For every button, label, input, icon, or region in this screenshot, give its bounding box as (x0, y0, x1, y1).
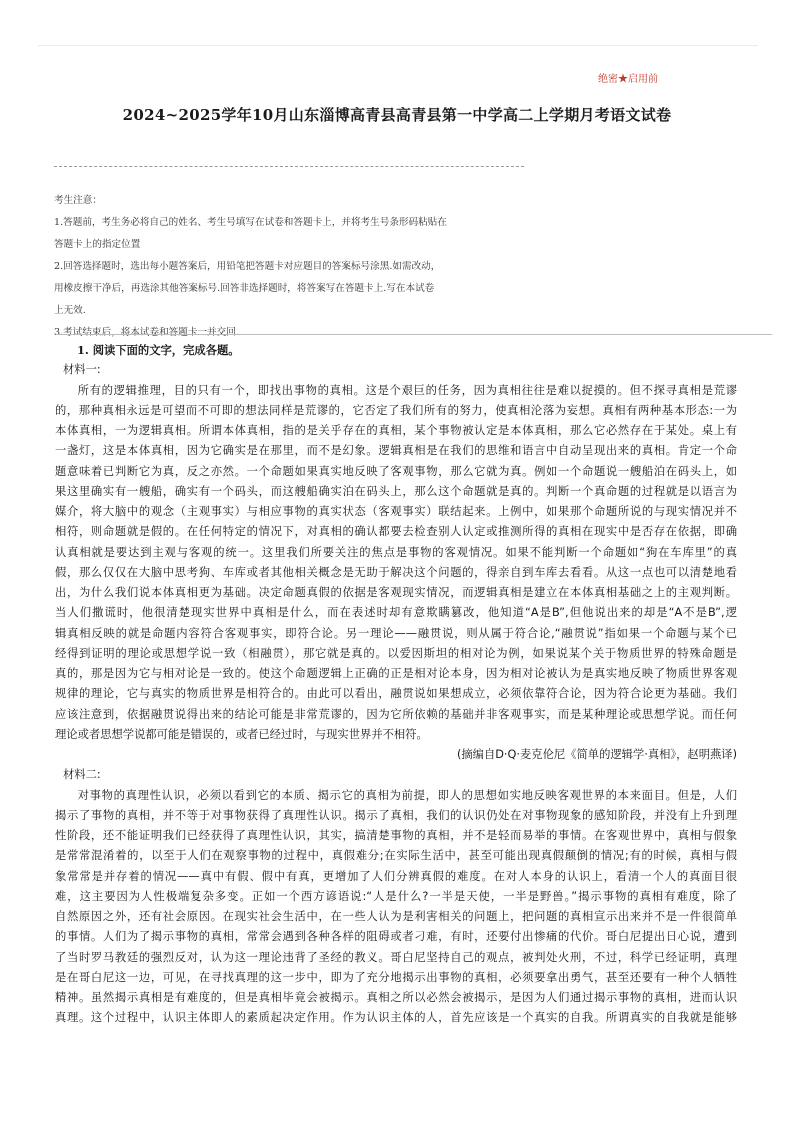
text-line: 规律的理论，它与真实的物质世界是相符合的。由此可以看出，融贯说如果想成立，必须依靠符合论，因为符合论更为基础。我们 (55, 687, 737, 701)
text-line: 精神。虽然揭示真相是有难度的，但是真相毕竟会被揭示。真相之所以必然会被揭示，是因为人们通过揭示事物的真相，进而认识 (55, 991, 737, 1004)
text-line: 经得到证明的理论或思想学说一致（相融贯），那它就是真的。以爱因斯坦的相对论为例，如果说某个关于物质世界的特殊命题是 (55, 646, 737, 660)
text-line: 揭示了事物的真相，并不等于对事物获得了真理性认识。揭示了真相，我们的认识仍处在对事物现象的感知阶段，并没有上升到理 (55, 808, 737, 822)
text-line: 出，为什么我们说本体真相更为基础。决定命题真假的依据是客观现实情况，而逻辑真相是建立在本体真相基础之上的主观判断。 (55, 586, 737, 599)
text-line: 认真相就是要达到主观与客观的统一。这里我们所要关注的焦点是事物的客观情况。如果不能判断一个命题如“狗在车库里”的真 (55, 545, 737, 559)
text-line: 所有的逻辑推理，目的只有一个，即找出事物的真相。这是个艰巨的任务，因为真相往往是难以捉摸的。但不探寻真相是荒谬 (77, 383, 737, 397)
question-heading: 1. 阅读下面的文字，完成各题。 (77, 343, 240, 357)
text-line: 是在哥白尼这一边，可见，在寻找真理的这一步中，即为了充分地揭示出事物的真相，必须要拿出勇气，甚至还要有一种个人牺牲 (55, 970, 737, 984)
text-line: 性阶段，还不能证明我们已经获得了真理性认识，其实，搞清楚事物的真相，并不是轻而易举的事情。在客观世界中，真相与假象 (55, 829, 737, 842)
text-line: 本体真相，一为逻辑真相。所谓本体真相，指的是关乎存在的真相，某个事物被认定是本体真相，那么它必然存在于某处。桌上有 (55, 424, 737, 437)
section-divider (56, 334, 772, 335)
text-line: 假，那么仅仅在大脑中思考狗、车库或者其他相关概念是无助于解决这个问题的，得亲自到车库去看看。从这一点也可以清楚地看 (55, 565, 737, 579)
notice-line: 2.回答选择题时，选出每小题答案后，用铅笔把答题卡对应题目的答案标号涂黑.如需改动， (54, 261, 441, 272)
dashed-divider (54, 166, 524, 167)
reading-question (55, 340, 737, 1029)
text-line: 的事情。人们为了揭示事物的真相，常常会遇到各种各样的阻碍或者刁难，有时，还要付出惨痛的代价。哥白尼提出日心说，遭到 (55, 930, 737, 944)
notice-line: 3.考试结束后，将本试卷和答题卡一并交回. (54, 327, 239, 338)
text-line: 一盏灯，这是本体真相，因为它确实是在那里，而不是幻象。逻辑真相是在我们的思维和语言中自动呈现出来的真相。肯定一个命 (55, 444, 737, 458)
text-line: 真的，那是因为它与相对论是一致的。使这个命题逻辑上正确的正是相对论本身，因为相对论被认为是真实地反映了物质世界客观 (55, 667, 737, 680)
material1-source: (摘编自D·Q·麦克伦尼《简单的逻辑学·真相》，赵明燕译) (456, 748, 737, 761)
notice-line: 用橡皮擦干净后，再选涂其他答案标号.回答非选择题时，将答案写在答题卡上.写在本试卷 (54, 283, 435, 294)
material1-label: 材料一: (63, 363, 101, 377)
notice-line: 答题卡上的指定位置 (54, 239, 141, 250)
exam-notice (54, 190, 494, 344)
text-line: 的，那种真相永远是可望而不可即的想法同样是荒谬的，它否定了我们所有的努力，使真相沦落为妄想。真相有两种基本形态:一为 (55, 403, 737, 417)
secret-mark: 绝密★启用前 (598, 74, 658, 85)
text-line: 了当时罗马教廷的强烈反对，认为这一理论违背了圣经的教义。哥白尼坚持自己的观点，被判处火刑，不过，科学已经证明，真理 (55, 950, 737, 964)
text-line: 理论或者思想学说都可能是错误的，或者已经过时，与现实世界并不相符。 (55, 727, 428, 741)
text-line: 自然原因之外，还有社会原因。在现实社会生活中，在一些人认为是利害相关的问题上，把问题的真相宣示出来并不是一件很简单 (55, 910, 737, 923)
material1-text (55, 381, 737, 746)
text-line: 题意味着已判断它为真，反之亦然。一个命题如果真实地反映了客观事物，那么它就为真。例如一个命题说一艘船泊在码头上，如 (55, 464, 737, 478)
text-line: 相符，则命题就是假的。在任何特定的情况下，对真相的确认都要去检查别人认定或推测所得的真相在现实中是否存在依据，即确 (55, 525, 737, 539)
text-line: 媒介，将大脑中的观念（主观事实）与相应事物的真实状态（客观事实）联结起来。上例中，如果那个命题所说的与现实情况并不 (55, 505, 737, 518)
top-divider (38, 45, 758, 46)
text-line: 是常常混淆着的，以至于人们在观察事物的过程中，真假难分;在实际生活中，甚至可能出现真假颠倒的情况;有的时候，真相与假 (55, 849, 737, 863)
text-line: 对事物的真理性认识，必须以看到它的本质、揭示它的真相为前提，即人的思想如实地反映客观世界的本来面目。但是，人们 (77, 788, 737, 802)
text-line: 象常常是并存着的情况——真中有假、假中有真，更增加了人们分辨真假的难度。在对人本身的认识上，看清一个人的真面目很 (55, 869, 737, 883)
text-line: 应该注意到，依据融贯说得出来的结论可能是非常荒谬的，因为它所依赖的基础并非客观事实，而是某种理论或思想学说。而任何 (55, 707, 737, 721)
text-line: 真理。这个过程中，认识主体即人的素质起决定作用。作为认识主体的人，首先应该是一个真实的自我。所谓真实的自我就是能够 (55, 1011, 737, 1025)
notice-line: 1.答题前，考生务必将自己的姓名、考生号填写在试卷和答题卡上，并将考生号条形码粘贴在 (54, 217, 447, 228)
text-line: 辑真相反映的就是命题内容符合客观事实，即符合论。另一理论——融贯说，则从属于符合论,“融贯说”指如果一个命题与某个已 (55, 626, 737, 640)
notice-line: 上无效. (54, 305, 86, 316)
text-line: 果这里确实有一艘船，确实有一个码头，而这艘船确实泊在码头上，那么这个命题就是真的。判断一个真命题的过程就是以语言为 (55, 484, 737, 498)
text-line: 当人们撒谎时，他很清楚现实世界中真相是什么，而在表述时却有意欺瞒篡改，他知道“A是B”,但他说出来的却是“A不是B”,逻 (55, 606, 737, 620)
exam-title: 2024~2025学年10月山东淄博高青县高青县第一中学高二上学期月考语文试卷 (122, 106, 672, 124)
notice-heading: 考生注意： (54, 195, 102, 206)
material2-text (55, 786, 737, 1029)
text-line: 难，这主要因为人性极端复杂多变。正如一个西方谚语说:“人是什么?一半是天使，一半是野兽。”揭示事物的真相有难度，除了 (55, 889, 737, 903)
material2-label: 材料二: (63, 768, 101, 782)
